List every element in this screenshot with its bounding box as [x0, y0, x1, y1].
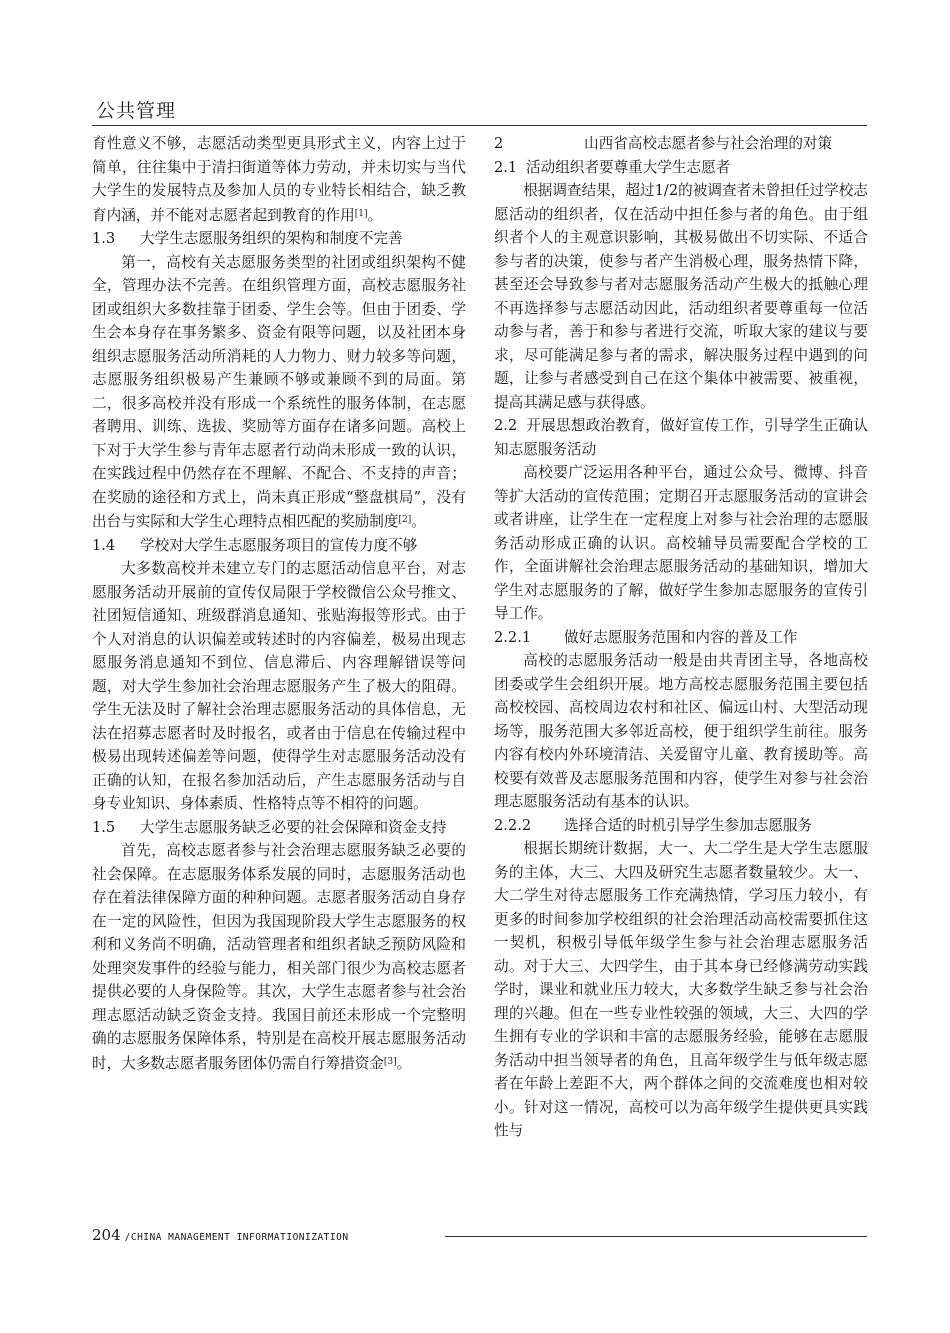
section-heading-2-1: [494, 156, 868, 180]
section-heading-2-2-2: [494, 814, 868, 838]
citation: [1]: [354, 208, 368, 219]
heading-number: 1.5: [92, 818, 116, 836]
page-number: 204: [92, 1226, 121, 1244]
heading-text: 开展思想政治教育，做好宣传工作，引导学生正确认知志愿服务活动: [494, 417, 868, 458]
punctuation: 。: [411, 513, 426, 530]
paragraph-text: 首先，高校志愿者参与社会治理志愿服务缺乏必要的社会保障。在志愿服务体系发展的同时，志愿服务活动也存在着法律保障方面的种种问题。志愿者服务活动自身存在一定的风险性，但因为我国现阶段大学生志愿服务的权利和义务尚不明确，活动管理者和组织者缺乏预防风险和处理突发事件的经验与能力，相关部门很少为高校志愿者提供必要的人身保险等。其次，大学生志愿者参与社会治理志愿活动缺乏资金支持。我国目前还未形成一个完整明确的志愿服务保障体系，特别是在高校开展志愿服务活动时，大多数志愿者服务团体仍需自行筹措资金: [92, 842, 466, 1072]
heading-text: 大学生志愿服务缺乏必要的社会保障和资金支持: [140, 818, 447, 836]
section-heading-1-4: [92, 534, 466, 558]
heading-text: 活动组织者要尊重大学生志愿者: [526, 158, 731, 176]
heading-number: 2.2: [494, 417, 518, 434]
section-heading-1-3: [92, 227, 466, 251]
punctuation: 。: [396, 1054, 412, 1072]
left-column: [92, 132, 466, 1075]
section-heading-2-2-1: [494, 626, 868, 650]
heading-text: 做好志愿服务范围和内容的普及工作: [564, 628, 798, 646]
right-column: [494, 132, 868, 1143]
page-footer: [92, 1226, 349, 1244]
section-heading-1-5: [92, 816, 466, 840]
punctuation: 。: [367, 206, 383, 224]
footer-rule: [445, 1236, 867, 1237]
paragraph: 高校要广泛运用各种平台，通过公众号、微博、抖音等扩大活动的宣传范围；定期召开志愿服务活动的宣讲会或者讲座，让学生在一定程度上对参与社会治理的志愿服务活动形成正确的认识。高校辅导员需要配合学校的工作，全面讲解社会治理志愿服务活动的基础知识，增加大学生对志愿服务的了解，做好学生参加志愿服务的宣传引导工作。: [494, 464, 868, 622]
heading-text: 山西省高校志愿者参与社会治理的对策: [584, 135, 833, 152]
heading-number: 1.3: [92, 230, 116, 247]
heading-number: 1.4: [92, 536, 116, 554]
section-heading-2: [494, 132, 868, 156]
heading-number: 2.2.2: [494, 816, 532, 834]
paragraph: 大多数高校并未建立专门的志愿活动信息平台，对志愿服务活动开展前的宣传仅局限于学校微信公众号推文、社团短信通知、班级群消息通知、张贴海报等形式。由于个人对消息的认识偏差或转述时的内容偏差，极易出现志愿服务消息通知不到位、信息滞后、内容理解错误等问题，对大学生参加社会治理志愿服务产生了极大的阻碍。学生无法及时了解社会治理志愿服务活动的具体信息，无法在招募志愿者时及时报名，或者由于信息在传输过程中极易出现转述偏差等问题，使得学生对志愿服务活动没有正确的认知，在报名参加活动后，产生志愿服务活动与自身专业知识、身体素质、性格特点等不相符的问题。: [92, 560, 466, 812]
citation: [2]: [398, 515, 412, 525]
paragraph-text: 育性意义不够，志愿活动类型更具形式主义，内容上过于简单，往往集中于清扫街道等体力劳动，并未切实与当代大学生的发展特点及参加人员的专业特长相结合，缺乏教育内涵，并不能对志愿者起到教育的作用: [92, 135, 466, 224]
paragraph: 高校的志愿服务活动一般是由共青团主导，各地高校团委或学生会组织开展。地方高校志愿服务范围主要包括高校校园、高校周边农村和社区、偏远山村、大型活动现场等，服务范围大多邻近高校，便于组织学生前往。服务内容有校内外环境清洁、关爱留守儿童、教育援助等。高校要有效普及志愿服务范围和内容，使学生对参与社会治理志愿服务活动有基本的认识。: [494, 652, 868, 810]
paragraph: 根据调查结果，超过1/2的被调查者未曾担任过学校志愿活动的组织者，仅在活动中担任参与者的角色。由于组织者个人的主观意识影响，其极易做出不切实际、不适合参与者的决策，使参与者产生消极心理，服务热情下降，甚至还会导致参与者对志愿服务活动产生极大的抵触心理不再选择参与志愿活动因此，活动组织者要尊重每一位活动参与者，善于和参与者进行交流，听取大家的建议与要求，尽可能满足参与者的需求，解决服务过程中遇到的问题，让参与者感受到自己在这个集体中被需要、被重视，提高其满足感与获得感。: [494, 182, 868, 411]
paragraph: 根据长期统计数据，大一、大二学生是大学生志愿服务的主体，大三、大四及研究生志愿者数量较少。大一、大二学生对待志愿服务工作充满热情，学习压力较小，有更多的时间参加学校组织的社会治理活动高校需要抓住这一契机，积极引导低年级学生参与社会治理志愿服务活动。对于大三、大四学生，由于其本身已经修满劳动实践学时，课业和就业压力较大，大多数学生缺乏参与社会治理的兴趣。但在一些专业性较强的领域，大三、大四的学生拥有专业的学识和丰富的志愿服务经验，能够在志愿服务活动中担当领导者的角色，且高年级学生与低年级志愿者在年龄上差距不大，两个群体之间的交流难度也相对较小。针对这一情况，高校可以为高年级学生提供更具实践性与: [494, 840, 868, 1139]
heading-number: 2.1: [494, 158, 518, 176]
heading-text: 学校对大学生志愿服务项目的宣传力度不够: [140, 536, 418, 554]
paragraph: [92, 132, 466, 227]
heading-number: 2: [494, 135, 504, 152]
heading-number: 2.2.1: [494, 628, 532, 646]
citation: [3]: [383, 1056, 397, 1067]
header-rule: [92, 125, 867, 126]
heading-text: 选择合适的时机引导学生参加志愿服务: [564, 816, 813, 834]
paragraph: [92, 251, 466, 534]
heading-text: 大学生志愿服务组织的架构和制度不完善: [140, 230, 403, 247]
paragraph-text: 第一，高校有关志愿服务类型的社团或组织架构不健全，管理办法不完善。在组织管理方面，高校志愿服务社团或组织大多数挂靠于团委、学生会等。但由于团委、学生会本身存在事务繁多、资金有限等问题，以及社团本身组织志愿服务活动所消耗的人力物力、财力较多等问题，志愿服务组织极易产生兼顾不够或兼顾不到的局面。第二，很多高校并没有形成一个系统性的服务体制，在志愿者聘用、训练、选拔、奖励等方面存在诸多问题。高校上下对于大学生参与青年志愿者行动尚未形成一致的认识，在实践过程中仍然存在不理解、不配合、不支持的声音；在奖励的途径和方式上，尚未真正形成“整盘棋局”，没有出台与实际和大学生心理特点相匹配的奖励制度: [92, 253, 466, 530]
section-heading-2-2: [494, 414, 868, 461]
journal-name: /CHINA MANAGEMENT INFORMATIONIZATION: [124, 1232, 349, 1243]
paragraph: [92, 839, 466, 1075]
running-header: 公共管理: [96, 100, 177, 122]
